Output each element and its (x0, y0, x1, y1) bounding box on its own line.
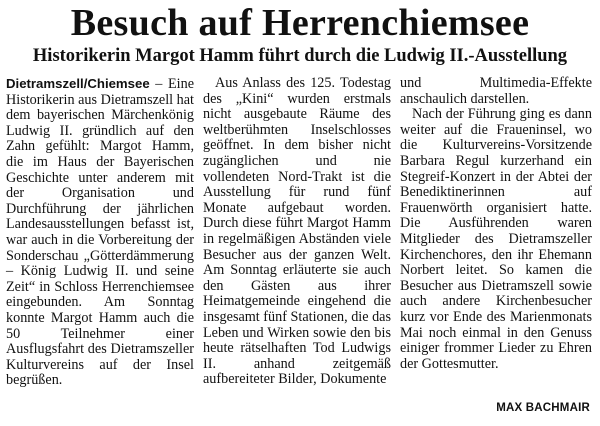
article-subheadline: Historikerin Margot Hamm führt durch die Ludwig II.-Ausstellung (32, 46, 568, 66)
article-paragraph-2: Aus Anlass des 125. Todestag des „Kini“ wurden erstmals nicht ausgebaute Räume des weltberühmten Inselschlosses geöffnet. In dem bisher nicht zugänglichen und nie vollendeten Nord-Trakt ist die Ausstellung für rund fünf Monate aufgebaut worden. Durch diese führt Margot Hamm in regelmäßigen Abständen viele Besucher aus der ganzen Welt. Am Sonntag erläuterte sie auch den Gästen aus ihrer Heimatgemeinde eingehend die insgesamt fünf Stationen, die das Leben und Wirken sowie den bis heute rätselhaften Tod Ludwigs II. anhand zeitgemäß aufbereiteter Bilder, Dokumente (203, 75, 391, 388)
article-column-3 (400, 76, 592, 372)
article-paragraph-2-continued: und Multimedia-Effekte anschaulich darstellen. (400, 75, 592, 107)
paragraph-1-text: Eine Historikerin aus Dietramszell hat dem bayerischen Märchenkönig Ludwig II. gründlich auf den Zahn gefühlt: Margot Hamm, die im Haus der Bayerischen Geschichte unter anderem mit der Organisation und Durchführung der jährlichen Landesausstellungen befasst ist, war auch in die Vorbereitung der Sonderschau „Götterdämmerung – König Ludwig II. und seine Zeit“ in Schloss Herrenchiemsee eingebunden. Am Sonntag konnte Margot Hamm auch die 50 Teilnehmer einer Ausflugsfahrt des Dietramszeller Kulturvereins auf der Insel begrüßen. (6, 76, 194, 389)
article-paragraph-3: Nach der Führung ging es dann weiter auf die Fraueninsel, wo die Kulturvereins-Vorsitzende Barbara Regul kurzerhand ein Stegreif-Konzert in der Abtei der Benediktinerinnen auf Frauenwörth organisiert hatte. Die Ausführenden waren Mitglieder des Dietramszeller Kirchenchores, den ihr Ehemann Norbert leitet. So kamen die Besucher aus Dietramszell sowie auch andere Kirchenbesucher kurz vor Ende des Marienmonats Mai noch einmal in den Genuss einiger frommer Lieder zu Ehren der Gottesmutter. (400, 106, 592, 372)
article-column-2 (203, 76, 391, 388)
article-headline: Besuch auf Herrenchiemsee (70, 2, 530, 44)
dateline-dash: – (149, 76, 168, 92)
article-paragraph-1 (6, 76, 194, 389)
article-author: MAX BACHMAIR (496, 402, 590, 414)
article-dateline: Dietramszell/Chiemsee (6, 76, 150, 91)
article-column-1 (6, 76, 194, 389)
